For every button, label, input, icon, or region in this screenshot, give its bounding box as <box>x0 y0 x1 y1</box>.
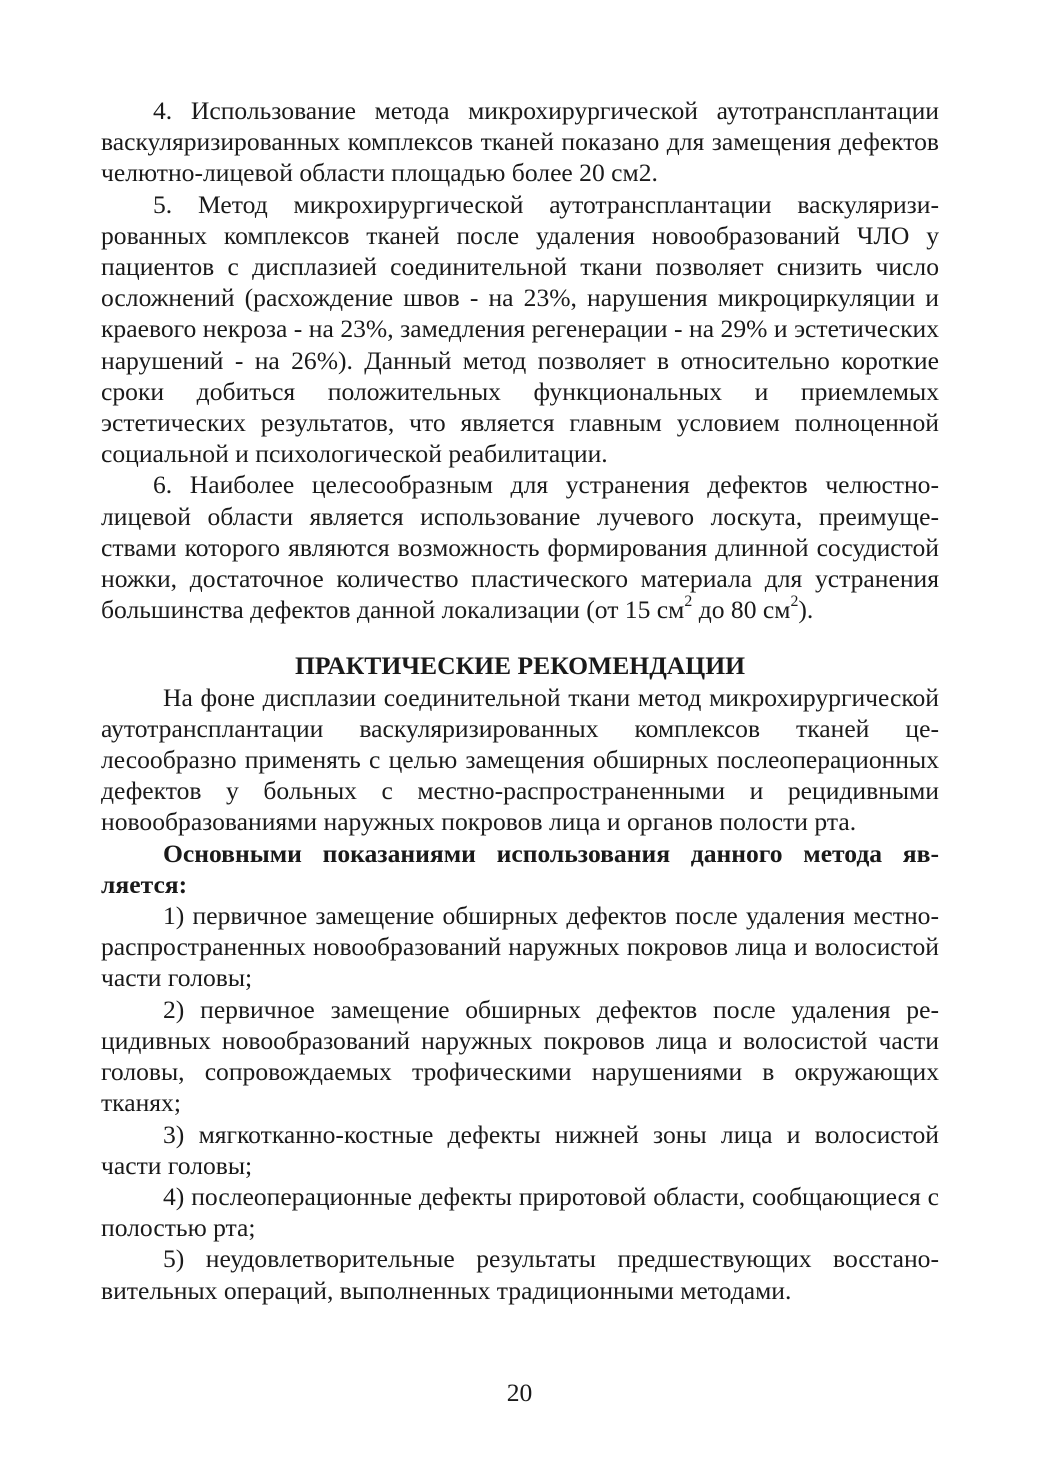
conclusion-item-6-text-3: ). <box>798 595 814 625</box>
indication-item-5: 5) неудовлетворительные результаты предшествующих восстановительных операций, выполненных традиционными методами. <box>101 1244 939 1305</box>
indication-item-3: 3) мягкотканно-костные дефекты нижней зоны лица и волосистой части головы; <box>101 1119 939 1180</box>
conclusion-item-5: 5. Метод микрохирургической аутотрансплантации васкуляризированных комплексов тканей после удаления новообразований ЧЛО у пациентов с дисплазией соединительной ткани позволяет снизить число осложнений (расхождение швов - на 23%, нарушения микроциркуляции и краевого некроза - на 23%, замедления регенерации - на 29% и эстетических нарушений - на 26%). Данный метод позволяет в относительно короткие сроки добиться положительных функциональных и приемлемых эстетических результатов, что является главным условием полноценной социальной и психологической реабилитации. <box>101 189 939 469</box>
section-heading: ПРАКТИЧЕСКИЕ РЕКОМЕНДАЦИИ <box>294 651 746 681</box>
document-page <box>101 95 939 1306</box>
conclusion-item-4: 4. Использование метода микрохирургической аутотрансплантации васкуляризированных комплексов тканей показано для замещения дефектов челютно-лицевой области площадью более 20 см2. <box>101 96 939 188</box>
superscript-squared: 2 <box>684 593 693 611</box>
conclusion-item-6-text: 6. Наиболее целесообразным для устранения дефектов челюстно-лицевой области является использование лучевого лоскута, преимуществами которого являются возможность формирования длинной сосудистой ножки, достаточное количество пластического материала для устранения большинства дефектов данной локализации (от 15 см <box>101 470 939 625</box>
indications-title: Основными показаниями использования данного метода является: <box>101 838 939 899</box>
conclusion-item-6-text-2: до 80 см <box>692 595 791 625</box>
superscript-squared-2: 2 <box>790 593 799 611</box>
indication-item-4: 4) послеоперационные дефекты приротовой области, сообщающиеся с полостью рта; <box>101 1181 939 1243</box>
indication-item-2: 2) первичное замещение обширных дефектов после удаления рецидивных новообразований наружных покровов лица и волосистой части головы, сопровождаемых трофическими нарушениями в окружающих тканях; <box>101 994 939 1118</box>
recommendations-intro: На фоне дисплазии соединительной ткани метод микрохирургической аутотрансплантации васкуляризированных комплексов тканей целесообразно применять с целью замещения обширных послеоперационных дефектов у больных с местно-распространенными и рецидивными новообразованиями наружных покровов лица и органов полости рта. <box>101 682 939 837</box>
page-number: 20 <box>506 1378 533 1407</box>
conclusion-item-6 <box>101 469 939 625</box>
indication-item-1: 1) первичное замещение обширных дефектов после удаления местно-распространенных новообразований наружных покровов лица и волосистой части головы; <box>101 901 939 993</box>
